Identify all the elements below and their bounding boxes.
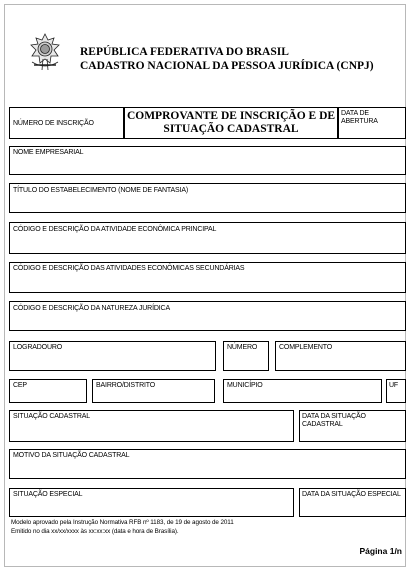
- label-data-abertura-2: ABERTURA: [341, 118, 378, 125]
- label-atividades-secundarias: CÓDIGO E DESCRIÇÃO DAS ATIVIDADES ECONÔMICAS SECUNDÁRIAS: [13, 265, 245, 272]
- header-registry: CADASTRO NACIONAL DA PESSOA JURÍDICA (CNPJ): [80, 60, 374, 72]
- label-situacao-especial: SITUAÇÃO ESPECIAL: [13, 491, 83, 498]
- footer-model-note: Modelo aprovado pela Instrução Normativa RFB nº 1183, de 19 de agosto de 2011: [11, 519, 234, 526]
- label-nome-empresarial: NOME EMPRESARIAL: [13, 149, 84, 156]
- label-motivo-situacao: MOTIVO DA SITUAÇÃO CADASTRAL: [13, 452, 130, 459]
- document-title-line2: SITUAÇÃO CADASTRAL: [163, 123, 299, 135]
- footer-emission-note: Emitido no dia xx/xx/xxxx às xx:xx:xx (data e hora de Brasília).: [11, 528, 179, 535]
- label-logradouro: LOGRADOURO: [13, 344, 63, 351]
- label-data-situacao-2: CADASTRAL: [302, 421, 343, 428]
- label-data-abertura-1: DATA DE: [341, 110, 369, 117]
- label-cep: CEP: [13, 382, 27, 389]
- label-titulo-estabelecimento: TÍTULO DO ESTABELECIMENTO (NOME DE FANTASIA): [13, 187, 189, 194]
- label-complemento: COMPLEMENTO: [279, 344, 333, 351]
- document-title-line1: COMPROVANTE DE INSCRIÇÃO E DE: [126, 110, 336, 122]
- label-numero: NÚMERO: [227, 344, 258, 351]
- label-numero-inscricao: NÚMERO DE INSCRIÇÃO: [13, 120, 94, 127]
- label-data-situacao-especial: DATA DA SITUAÇÃO ESPECIAL: [302, 491, 401, 498]
- header-country: REPÚBLICA FEDERATIVA DO BRASIL: [80, 46, 289, 58]
- label-municipio: MUNICÍPIO: [227, 382, 263, 389]
- label-data-situacao-1: DATA DA SITUAÇÃO: [302, 413, 366, 420]
- label-bairro: BAIRRO/DISTRITO: [96, 382, 156, 389]
- label-atividade-principal: CÓDIGO E DESCRIÇÃO DA ATIVIDADE ECONÔMICA PRINCIPAL: [13, 226, 217, 233]
- label-natureza-juridica: CÓDIGO E DESCRIÇÃO DA NATUREZA JURÍDICA: [13, 305, 170, 312]
- label-situacao-cadastral: SITUAÇÃO CADASTRAL: [13, 413, 91, 420]
- page-number: Página 1/n: [359, 546, 402, 556]
- label-uf: UF: [389, 382, 399, 389]
- coat-of-arms-icon: [26, 32, 64, 72]
